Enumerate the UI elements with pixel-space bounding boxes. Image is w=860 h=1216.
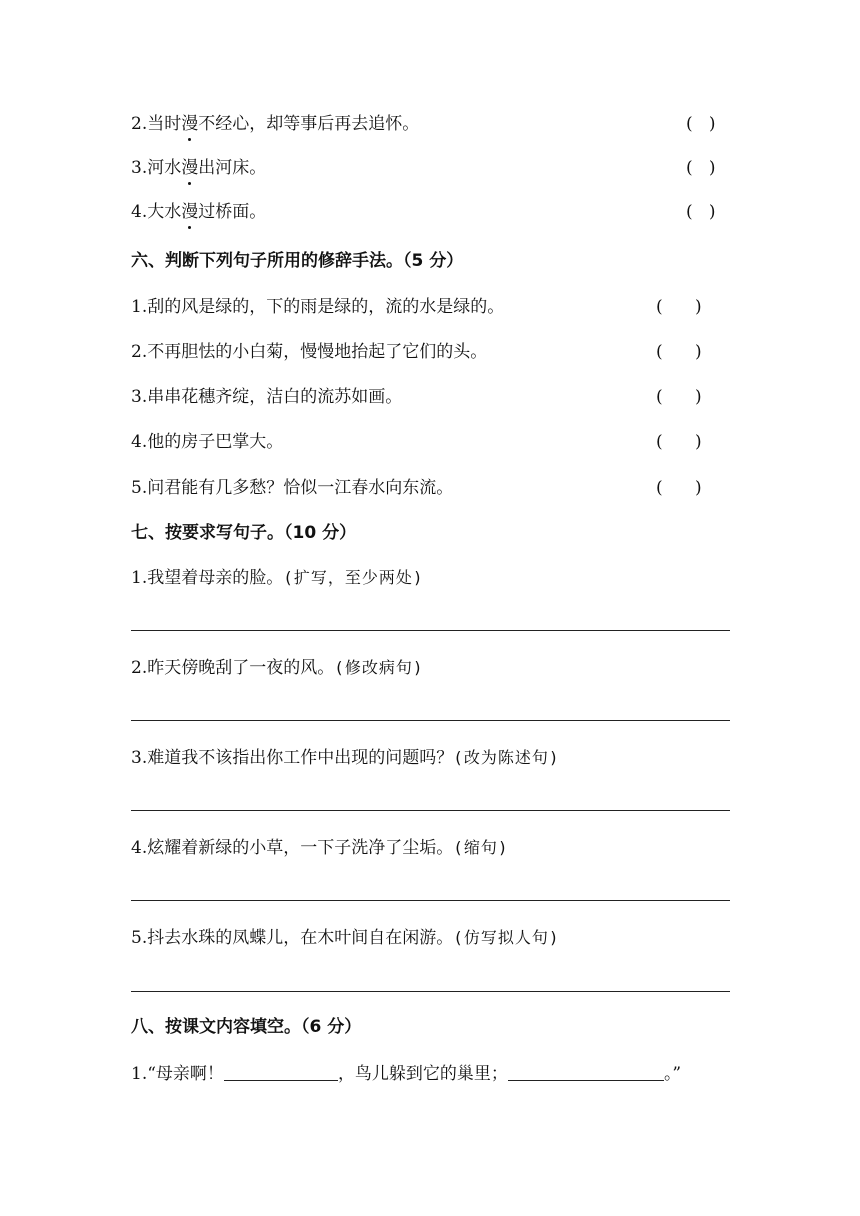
answer-line[interactable] bbox=[131, 630, 730, 631]
s5-item-4: 4.大水漫过桥面。 bbox=[131, 202, 267, 222]
s8-item-1: 1.“母亲啊！ ，鸟儿躲到它的巢里； 。” bbox=[131, 1064, 682, 1084]
answer-paren[interactable]: ( ) bbox=[686, 158, 716, 178]
s6-item-3: 3.串串花穗齐绽，洁白的流苏如画。 bbox=[131, 387, 403, 407]
answer-paren[interactable]: ( ) bbox=[656, 478, 702, 498]
fill-blank[interactable] bbox=[508, 1062, 664, 1081]
answer-paren[interactable]: ( ) bbox=[656, 342, 702, 362]
answer-line[interactable] bbox=[131, 810, 730, 811]
dotted-char: 漫 bbox=[181, 158, 199, 178]
section-6-title: 六、判断下列句子所用的修辞手法。（5 分） bbox=[131, 251, 464, 271]
s7-item-3: 3.难道我不该指出你工作中出现的问题吗？(改为陈述句) bbox=[131, 748, 560, 768]
answer-paren[interactable]: ( ) bbox=[656, 432, 702, 452]
instruction-hint: (修改病句) bbox=[334, 658, 424, 677]
s5-item-3: 3.河水漫出河床。 bbox=[131, 158, 267, 178]
answer-paren[interactable]: ( ) bbox=[686, 202, 716, 222]
answer-paren[interactable]: ( ) bbox=[686, 114, 716, 134]
s6-item-2: 2.不再胆怯的小白菊，慢慢地抬起了它们的头。 bbox=[131, 342, 488, 362]
instruction-hint: (扩写，至少两处) bbox=[283, 568, 424, 587]
section-7-title: 七、按要求写句子。（10 分） bbox=[131, 523, 357, 543]
s5-item-2: 2.当时漫不经心，却等事后再去追怀。 bbox=[131, 114, 420, 134]
answer-line[interactable] bbox=[131, 900, 730, 901]
dotted-char: 漫 bbox=[181, 202, 199, 222]
instruction-hint: (缩句) bbox=[453, 838, 509, 857]
answer-paren[interactable]: ( ) bbox=[656, 387, 702, 407]
answer-line[interactable] bbox=[131, 991, 730, 992]
s7-item-1: 1.我望着母亲的脸。(扩写，至少两处) bbox=[131, 568, 424, 588]
s7-item-4: 4.炫耀着新绿的小草，一下子洗净了尘垢。(缩句) bbox=[131, 838, 509, 858]
fill-blank[interactable] bbox=[224, 1062, 338, 1081]
dotted-char: 漫 bbox=[181, 114, 199, 134]
section-8-title: 八、按课文内容填空。（6 分） bbox=[131, 1017, 362, 1037]
s6-item-4: 4.他的房子巴掌大。 bbox=[131, 432, 284, 452]
s6-item-1: 1.刮的风是绿的，下的雨是绿的，流的水是绿的。 bbox=[131, 297, 505, 317]
answer-paren[interactable]: ( ) bbox=[656, 297, 702, 317]
answer-line[interactable] bbox=[131, 720, 730, 721]
instruction-hint: (改为陈述句) bbox=[453, 748, 560, 767]
s6-item-5: 5.问君能有几多愁？恰似一江春水向东流。 bbox=[131, 478, 454, 498]
s7-item-5: 5.抖去水珠的凤蝶儿，在木叶间自在闲游。(仿写拟人句) bbox=[131, 928, 560, 948]
s7-item-2: 2.昨天傍晚刮了一夜的风。(修改病句) bbox=[131, 658, 424, 678]
instruction-hint: (仿写拟人句) bbox=[453, 928, 560, 947]
